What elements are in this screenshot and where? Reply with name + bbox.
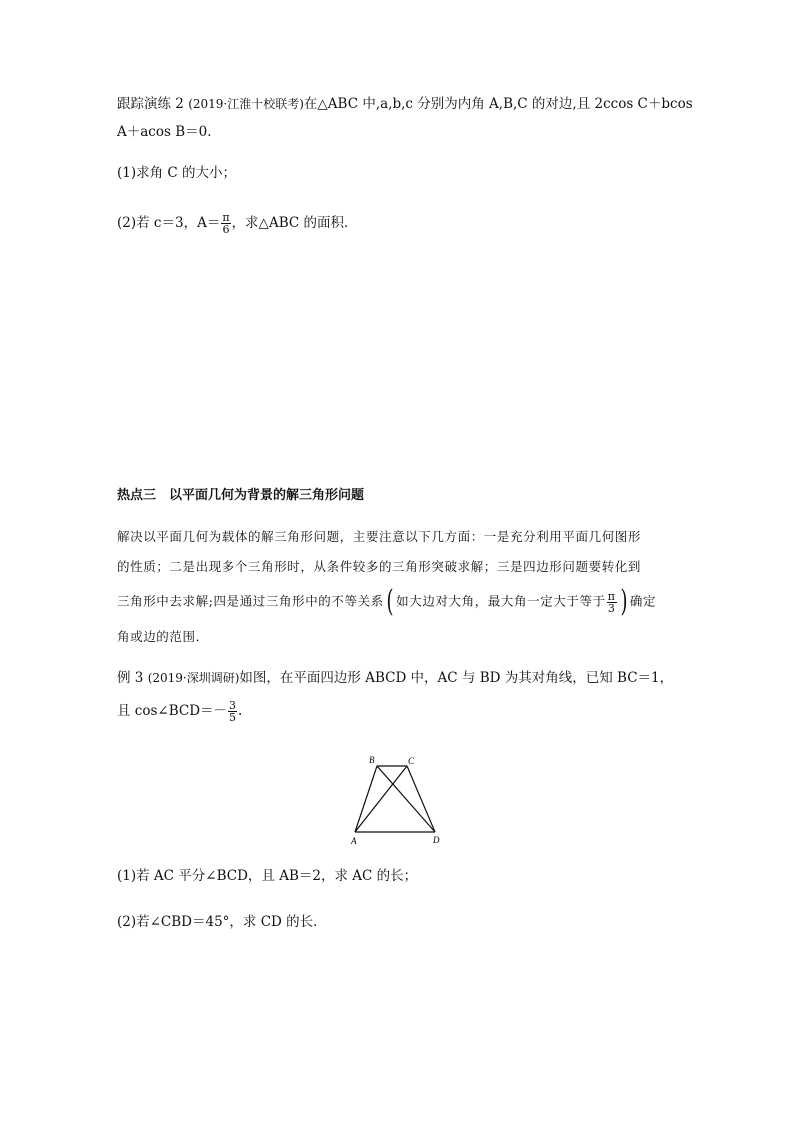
practice-text-1: 在△ABC 中,a,b,c 分别为内角 A,B,C 的对边,且 2ccos C＋bcos (303, 96, 693, 112)
vertex-label-c: C (408, 756, 415, 766)
fraction-numerator: π (222, 211, 230, 224)
diagonal-ac (355, 766, 407, 832)
example-l2-suffix: . (238, 703, 243, 719)
example-question-1: (1)若 AC 平分∠BCD，且 AB＝2，求 AC 的长； (117, 868, 418, 884)
example-label: 例 3 (117, 670, 144, 686)
section-p3-middle: 如大边对大角，最大角一定大于等于 (396, 593, 606, 609)
practice-label: 跟踪演练 2 (117, 96, 184, 112)
segment-ab (355, 766, 377, 832)
fraction-numerator: 3 (229, 699, 237, 712)
fraction-denominator: 3 (607, 601, 616, 615)
practice-source: (2019·江淮十校联考) (188, 97, 304, 111)
section-paragraph-line-4: 角或边的范围． (117, 629, 209, 644)
example-source: (2019·深圳调研) (147, 671, 240, 685)
section-paragraph-line-1: 解决以平面几何为载体的解三角形问题，主要注意以下几方面：一是充分利用平面几何图形 (117, 529, 642, 544)
fraction-pi-6 (221, 212, 230, 235)
fraction-3-5 (228, 700, 237, 723)
right-paren: ) (620, 584, 628, 619)
example-line-1 (117, 668, 673, 688)
vertex-label-a: A (351, 836, 357, 846)
segment-cd (407, 766, 435, 832)
section-paragraph-line-3 (117, 584, 657, 619)
example-text-1: 如图，在平面四边形 ABCD 中，AC 与 BD 为其对角线，已知 BC＝1， (239, 670, 674, 686)
diagonal-bd (377, 766, 435, 832)
vertex-label-b: B (369, 755, 375, 765)
example-question-2: (2)若∠CBD＝45°，求 CD 的长． (117, 914, 327, 930)
example-l2-prefix: 且 cos∠BCD＝－ (117, 703, 228, 719)
fraction-pi-3 (607, 591, 617, 614)
quadrilateral-figure (345, 752, 455, 848)
section-heading: 热点三 以平面几何为背景的解三角形问题 (117, 488, 365, 503)
fraction-denominator: 5 (229, 711, 237, 724)
practice-q2-prefix: (2)若 c＝3，A＝ (117, 215, 221, 231)
practice-line-1 (117, 94, 693, 114)
left-paren: ( (386, 584, 394, 619)
section-p3-suffix: 确定 (629, 593, 657, 609)
practice-question-1: (1)求角 C 的大小； (117, 165, 237, 181)
section-paragraph-line-2: 的性质；二是出现多个三角形时，从条件较多的三角形突破求解；三是四边形问题要转化到 (117, 559, 642, 574)
section-p3-prefix: 三角形中去求解;四是通过三角形中的不等关系 (117, 593, 384, 609)
fraction-numerator: π (607, 589, 616, 603)
example-line-2 (117, 700, 242, 723)
practice-question-2 (117, 212, 358, 235)
practice-q2-suffix: ，求△ABC 的面积． (231, 215, 358, 231)
figure-lines (355, 766, 435, 832)
vertex-label-d: D (433, 835, 440, 845)
fraction-denominator: 6 (222, 223, 230, 236)
practice-line-2: A＋acos B＝0. (117, 124, 212, 140)
